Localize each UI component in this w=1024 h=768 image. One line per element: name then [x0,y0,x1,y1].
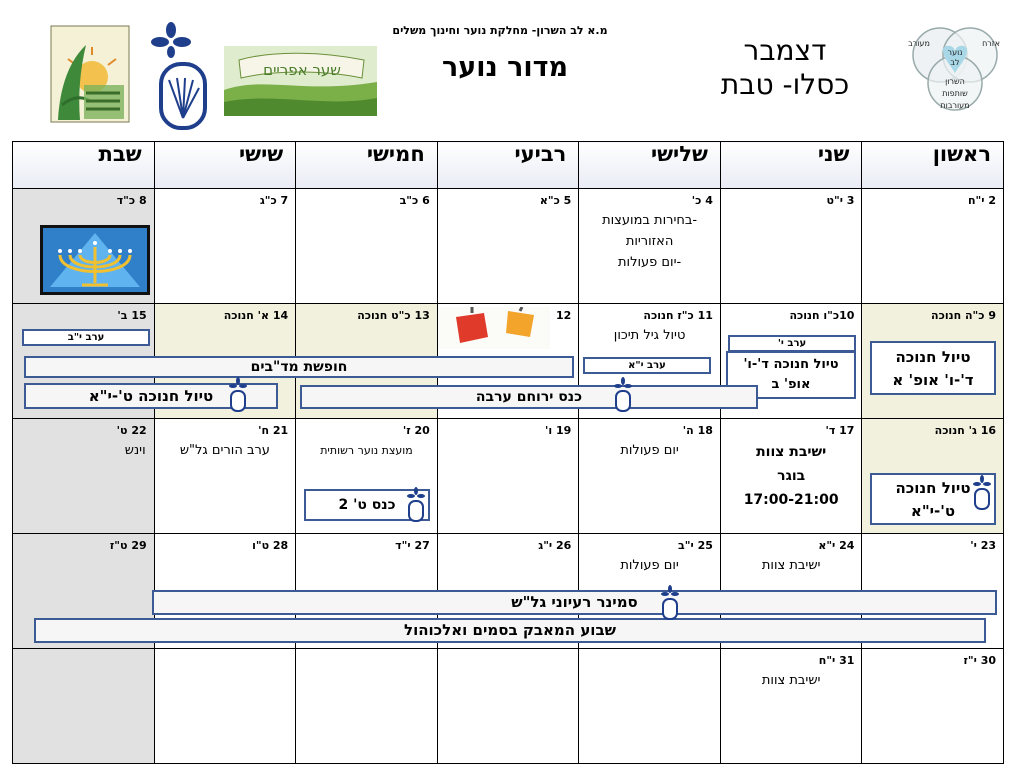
event-box-erev-ya: ערב י"א [583,357,711,374]
cell-events [721,667,862,691]
event-text: טיול חנוכה ד'-ו' [743,357,839,372]
day-cell [13,649,155,764]
date-label: 10כ"ו חנוכה [789,309,855,322]
event-text: -בחירות במועצות [602,213,698,228]
event-text: ט'-י"א [910,502,956,520]
day-header: שישי [154,142,296,189]
event-text: מועצת נוער רשותית [320,444,413,457]
date-label: 26 י"ג [538,539,572,552]
youth-movement-logo [145,18,209,130]
date-label: 11 כ"ז חנוכה [643,309,713,322]
date-label: 31 י"ח [818,654,855,667]
date-label: 23 י' [970,539,996,552]
movement-icon [228,377,248,413]
event-text: אופ' ב [771,377,811,392]
youth-values-logo [905,18,1005,118]
cell-events [579,437,720,461]
week-row [13,649,1004,764]
event-text: ישיבת צוות [761,673,821,688]
cell-events [721,437,862,512]
logo-word-4: מעורב [908,39,930,48]
cell-events [155,437,296,461]
event-bar-drugs-week: שבוע המאבק בסמים ואלכוהול [34,618,986,643]
date-label: 19 ו' [545,424,572,437]
event-box-erev-y: ערב י' [728,335,856,352]
dreidel-image [438,307,550,349]
date-label: 22 ט' [116,424,147,437]
day-cell [437,649,579,764]
date-label: 4 כ' [691,194,713,207]
event-text: האזוריות [625,234,674,249]
day-cell [862,189,1004,304]
cell-events [721,552,862,576]
calendar [12,141,1004,761]
cell-events [13,437,154,461]
date-label: 30 י"ז [963,654,996,667]
day-cell [296,189,438,304]
banner-logo-text: שער אפריים [263,61,341,79]
page-title: מדור נוער [441,52,569,83]
day-header: ראשון [862,142,1004,189]
day-cell [13,419,155,534]
date-label: 6 כ"ב [399,194,430,207]
date-label: 3 י"ט [826,194,855,207]
cell-events [579,322,720,346]
movement-icon [972,475,992,511]
logo-word-1: אזרח [982,39,1000,48]
day-cell [296,649,438,764]
date-label: 16 ג' חנוכה [934,424,996,437]
date-label: 13 כ"ט חנוכה [357,309,430,322]
event-box-erev-yb: ערב י"ב [22,329,150,346]
month-hebrew: כסלו- טבת [720,68,850,101]
event-box-tiyul-dv-a [870,341,996,395]
event-text: טיול חנוכה [895,479,971,497]
event-text: טיול גיל תיכון [613,328,686,343]
event-text: ישיבת צוות [761,558,821,573]
month-title [690,34,880,102]
logo-word-5: השרון [945,77,965,86]
day-cell [579,189,721,304]
date-label: 24 י"א [818,539,855,552]
event-text: ערב הורים גל"ש [179,443,270,458]
event-text: ישיבת צוות [756,444,827,460]
day-cell [720,649,862,764]
event-bar-seminar: סמינר רעיוני גל"ש [152,590,997,615]
cell-events [296,437,437,461]
logo-word-2: נוער [947,48,963,57]
event-text: יום פעולות [620,443,679,458]
day-cell [862,649,1004,764]
date-label: 7 כ"ג [259,194,289,207]
date-label: 5 כ"א [539,194,572,207]
weekday-header-row [13,142,1004,189]
logo-word-3: לב [950,58,960,67]
day-cell [437,419,579,534]
lev-hasharon-logo [50,25,130,123]
event-text: 17:00-21:00 [743,492,839,508]
event-text: טיול חנוכה [895,348,971,366]
calendar-grid [12,141,1004,764]
event-text: ד'-ו' אופ' א [892,371,974,389]
logo-word-8: מעורבות [940,101,970,110]
date-label: 28 ט"ו [252,539,289,552]
date-label: 15 ב' [117,309,147,322]
event-box-kenes-t2: כנס ט' 2 [304,489,430,521]
month-gregorian: דצמבר [743,34,827,67]
event-text: -יום פעולות [618,255,682,270]
event-text: יום פעולות [620,558,679,573]
event-bar-hofshat: חופשת מד"בים [24,356,574,378]
event-bar-kenes-yeruham: כנס ירוחם ערבה [300,385,758,409]
header-subtitle: מ.א לב השרון- מחלקת נוער וחינוך משלים [392,24,608,37]
date-label: 27 י"ד [395,539,430,552]
day-cell [720,419,862,534]
date-label: 18 ה' [682,424,713,437]
day-cell [154,419,296,534]
event-bar-tiyul-tya: טיול חנוכה ט'-י"א [24,383,278,409]
week-row [13,419,1004,534]
movement-icon [613,377,633,413]
shaar-efraim-logo [224,46,377,116]
menorah-image [40,225,150,295]
event-text: בוגר [777,468,806,484]
date-label: 29 ט"ז [109,539,147,552]
cell-events [579,207,720,273]
day-header: שני [720,142,862,189]
date-label: 20 ז' [402,424,430,437]
day-header: שלישי [579,142,721,189]
movement-icon [406,487,426,523]
day-cell [579,649,721,764]
day-cell [154,649,296,764]
day-header: חמישי [296,142,438,189]
date-label: 12 [556,309,572,322]
date-label: 8 כ"ד [116,194,147,207]
cell-events [579,552,720,576]
day-cell [154,189,296,304]
date-label: 17 ד' [825,424,855,437]
date-label: 9 כ"ה חנוכה [931,309,996,322]
week-row [13,189,1004,304]
day-cell [720,189,862,304]
movement-icon [660,585,680,621]
event-text: וינש [124,443,146,458]
date-label: 14 א' חנוכה [223,309,289,322]
date-label: 21 ח' [258,424,289,437]
logo-word-7: שותפות [942,89,968,98]
date-label: 2 י"ח [967,194,996,207]
day-header: רביעי [437,142,579,189]
day-cell [579,419,721,534]
day-header: שבת [13,142,155,189]
date-label: 25 י"ב [678,539,713,552]
day-cell [437,189,579,304]
